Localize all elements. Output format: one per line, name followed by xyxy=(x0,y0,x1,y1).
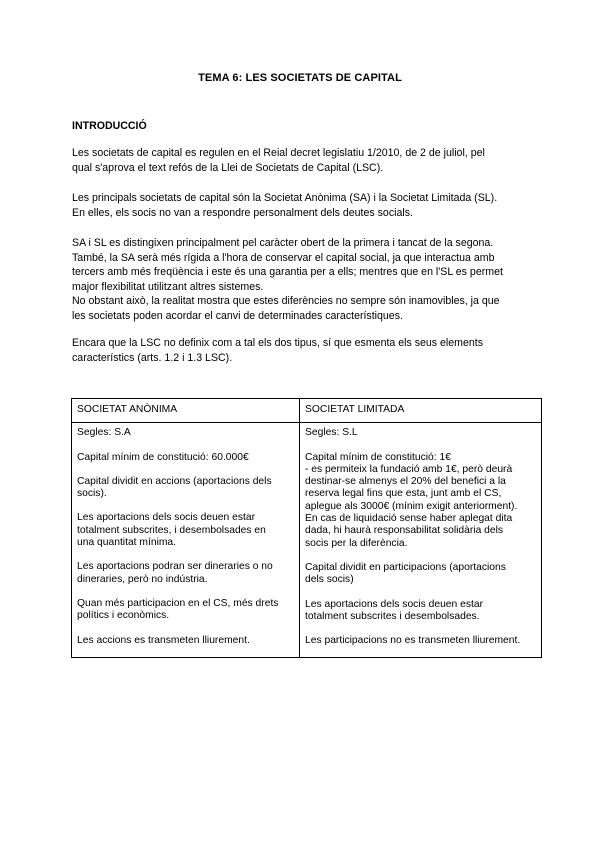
paragraph-line: Les societats de capital es regulen en el Reial decret legislatiu 1/2010, de 2 de juliol, pel xyxy=(72,147,485,159)
cell-line: Les aportacions podran ser dineraries o no xyxy=(77,561,273,573)
paragraph-4 xyxy=(72,336,532,365)
cell-line: socis). xyxy=(77,488,107,500)
cell-line: reserva legal fins que esta, junt amb el CS, xyxy=(305,488,502,500)
paragraph-line: També, la SA serà més rígida a l'hora de conservar el capital social, ja que interactua amb xyxy=(72,251,495,264)
table-header-row xyxy=(72,399,542,423)
cell-line: dineraries, però no indústria. xyxy=(77,573,208,585)
paragraph-line: qual s'aprova el text refós de la Llei de Societats de Capital (LSC). xyxy=(72,161,384,174)
sa-item-capital-minim xyxy=(77,452,294,464)
cell-line: Capital dividit en participacions (aportacions xyxy=(305,561,506,573)
sa-item-capital-dividit xyxy=(77,476,294,501)
sl-item-capital-dividit xyxy=(305,562,536,587)
cell-line: totalment subscrites i desembolsades. xyxy=(305,610,480,622)
paragraph-line: En elles, els socis no van a respondre personalment dels deutes socials. xyxy=(72,206,413,219)
header-sa: SOCIETAT ANÒNIMA xyxy=(72,399,300,423)
cell-line: En cas de liquidació sense haber aplegat dita xyxy=(305,513,513,525)
sa-item-segles xyxy=(77,427,294,439)
cell-line: Capital dividit en accions (aportacions dels xyxy=(77,475,272,487)
table-row xyxy=(72,423,542,658)
cell-line: polítics i econòmics. xyxy=(77,610,170,622)
cell-line: Capital mínim de constitució: 60.000€ xyxy=(77,451,249,463)
cell-line: dada, hi haurà responsabilitat solidària dels xyxy=(305,525,504,537)
paragraph-line: SA i SL es distingixen principalment pel caràcter obert de la primera i tancat de la segona. xyxy=(72,237,494,249)
sa-item-accions xyxy=(77,635,294,647)
sl-cell xyxy=(300,423,542,658)
sa-item-dineraries xyxy=(77,561,294,586)
header-sl: SOCIETAT LIMITADA xyxy=(300,399,542,423)
comparison-table xyxy=(71,398,542,658)
document-title: TEMA 6: LES SOCIETATS DE CAPITAL xyxy=(198,72,402,84)
cell-line: Les aportacions dels socis deuen estar xyxy=(77,512,256,524)
paragraph-line: les societats poden acordar el canvi de determinades característiques. xyxy=(72,309,403,322)
sl-item-capital-minim xyxy=(305,452,536,550)
sl-item-participacions xyxy=(305,635,536,647)
cell-line: socis per la diferència. xyxy=(305,537,408,549)
cell-line: - es permiteix la fundació amb 1€, però deurà xyxy=(305,463,513,475)
paragraph-3 xyxy=(72,236,532,323)
cell-line: una quantitat mínima. xyxy=(77,537,177,549)
paragraph-line: Encara que la LSC no definix com a tal els dos tipus, sí que esmenta els seus elements xyxy=(72,337,484,349)
cell-line: dels socis) xyxy=(305,574,354,586)
cell-line: totalment subscrites, i desembolsades en xyxy=(77,524,266,536)
paragraph-line: tercers amb més freqüència i este és una garantia per a ells; mentres que en l'SL es permet xyxy=(72,266,503,278)
sl-item-aportacions xyxy=(305,599,536,624)
cell-line: Quan més participacion en el CS, més drets xyxy=(77,597,279,609)
paragraph-line: major flexibilitat utilitzant altres sistemes. xyxy=(72,280,264,293)
paragraph-line: Les principals societats de capital són la Societat Anònima (SA) i la Societat Limitada (SL). xyxy=(72,192,498,204)
paragraph-line: característics (arts. 1.2 i 1.3 LSC). xyxy=(72,351,233,364)
intro-heading: INTRODUCCIÓ xyxy=(72,120,147,132)
sa-cell xyxy=(72,423,300,658)
cell-line: Segles: S.A xyxy=(77,427,131,439)
paragraph-1 xyxy=(72,146,532,175)
paragraph-2 xyxy=(72,191,532,220)
cell-line: Capital mínim de constitució: 1€ xyxy=(305,451,451,463)
sl-item-segles xyxy=(305,427,536,439)
cell-line: Les participacions no es transmeten lliurement. xyxy=(305,635,521,647)
paragraph-line: No obstant això, la realitat mostra que estes diferències no sempre són inamovibles, ja que xyxy=(72,295,500,307)
sa-item-drets xyxy=(77,598,294,623)
cell-line: destinar-se almenys el 20% del benefici a la xyxy=(305,476,506,488)
cell-line: Les aportacions dels socis deuen estar xyxy=(305,598,484,610)
sa-item-aportacions xyxy=(77,512,294,549)
cell-line: Les accions es transmeten lliurement. xyxy=(77,634,250,646)
cell-line: Segles: S.L xyxy=(305,427,358,439)
cell-line: aplegue als 3000€ (mínim exigit anteriorment). xyxy=(305,500,518,512)
